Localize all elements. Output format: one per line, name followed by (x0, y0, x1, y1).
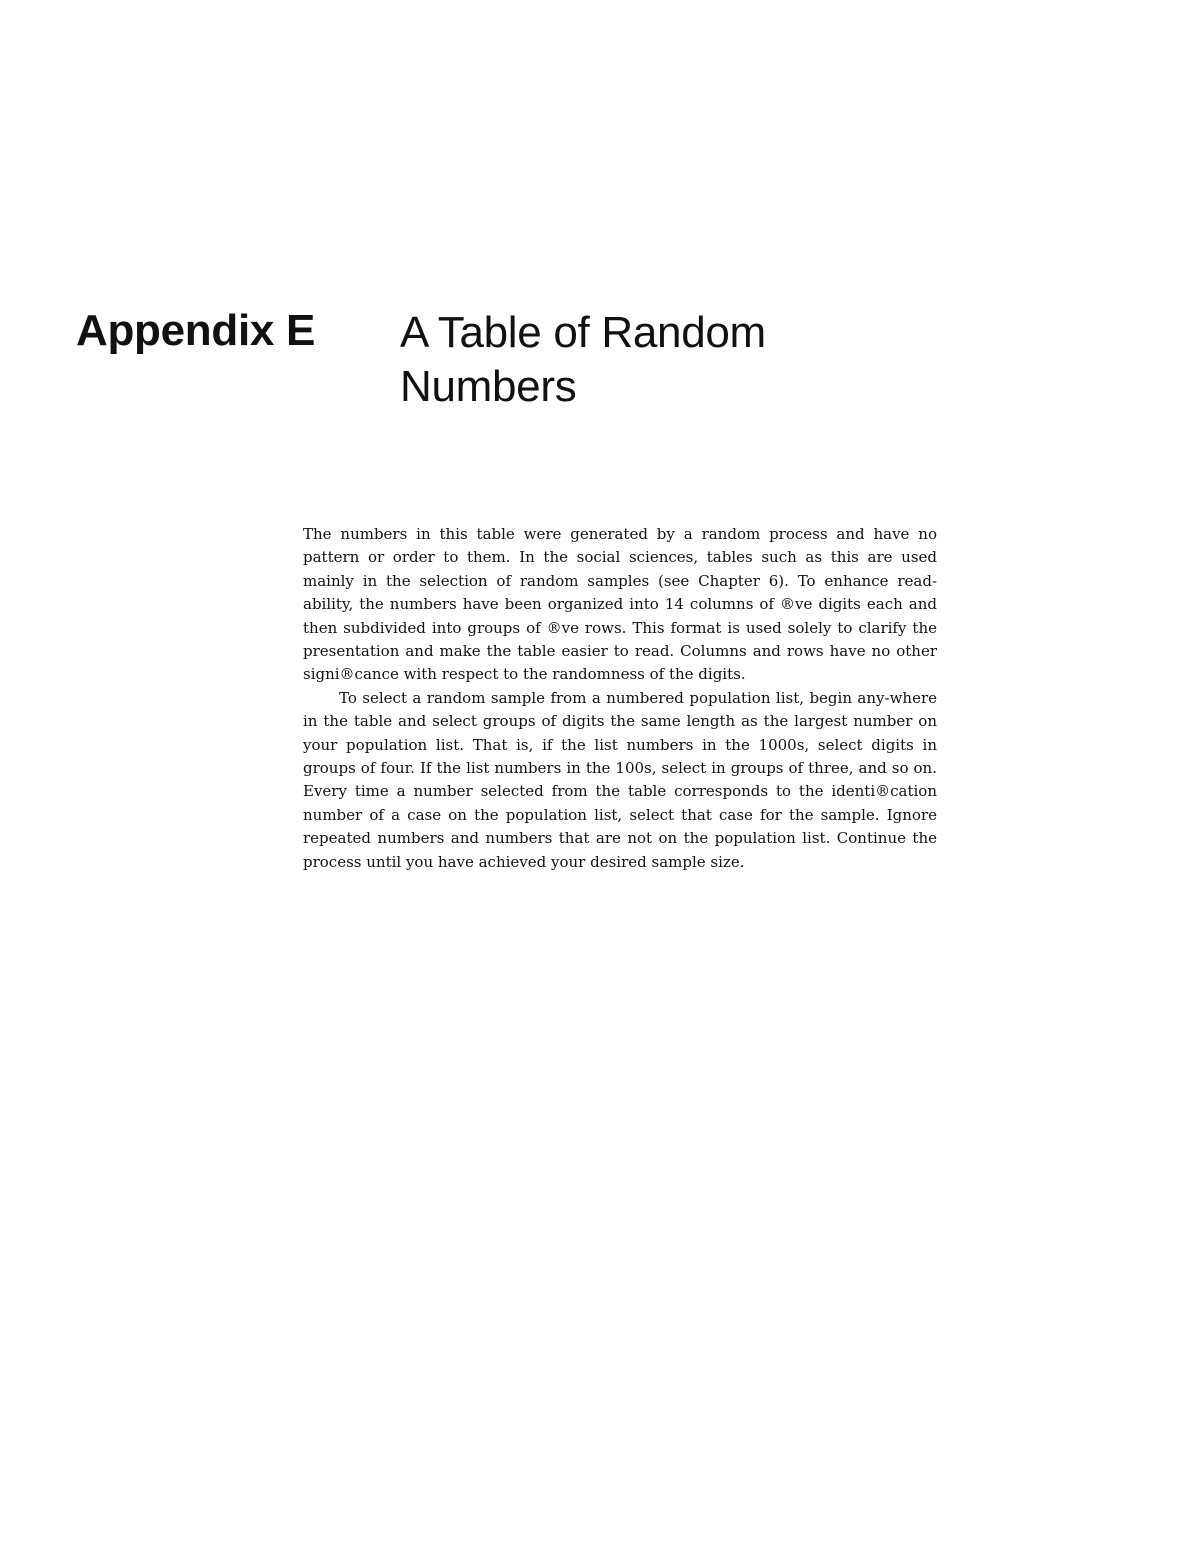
appendix-title (400, 306, 920, 414)
body-text (303, 523, 937, 874)
appendix-label: Appendix E (76, 306, 316, 355)
appendix-title-line-1: A Table of Random (400, 308, 766, 357)
body-paragraph: The numbers in this table were generated by a random process and have no pattern or order to them. In the social sciences, tables such as this are used mainly in the selection of random samples (see Chapter 6). To enhance read-ability, the numbers have been organized into 14 columns of ®ve digits each and then subdivided into groups of ®ve rows. This format is used solely to clarify the presentation and make the table easier to read. Columns and rows have no other signi®cance with respect to the randomness of the digits. (303, 525, 937, 684)
body-paragraph: To select a random sample from a numbered population list, begin any-where in the table and select groups of digits the same length as the largest number on your population list. That is, if the list numbers in the 1000s, select digits in groups of four. If the list numbers in the 100s, select in groups of three, and so on. Every time a number selected from the table corresponds to the identi®cation number of a case on the population list, select that case for the sample. Ignore repeated numbers and numbers that are not on the population list. Continue the process until you have achieved your desired sample size. (303, 688, 937, 871)
appendix-title-line-2: Numbers (400, 362, 577, 411)
